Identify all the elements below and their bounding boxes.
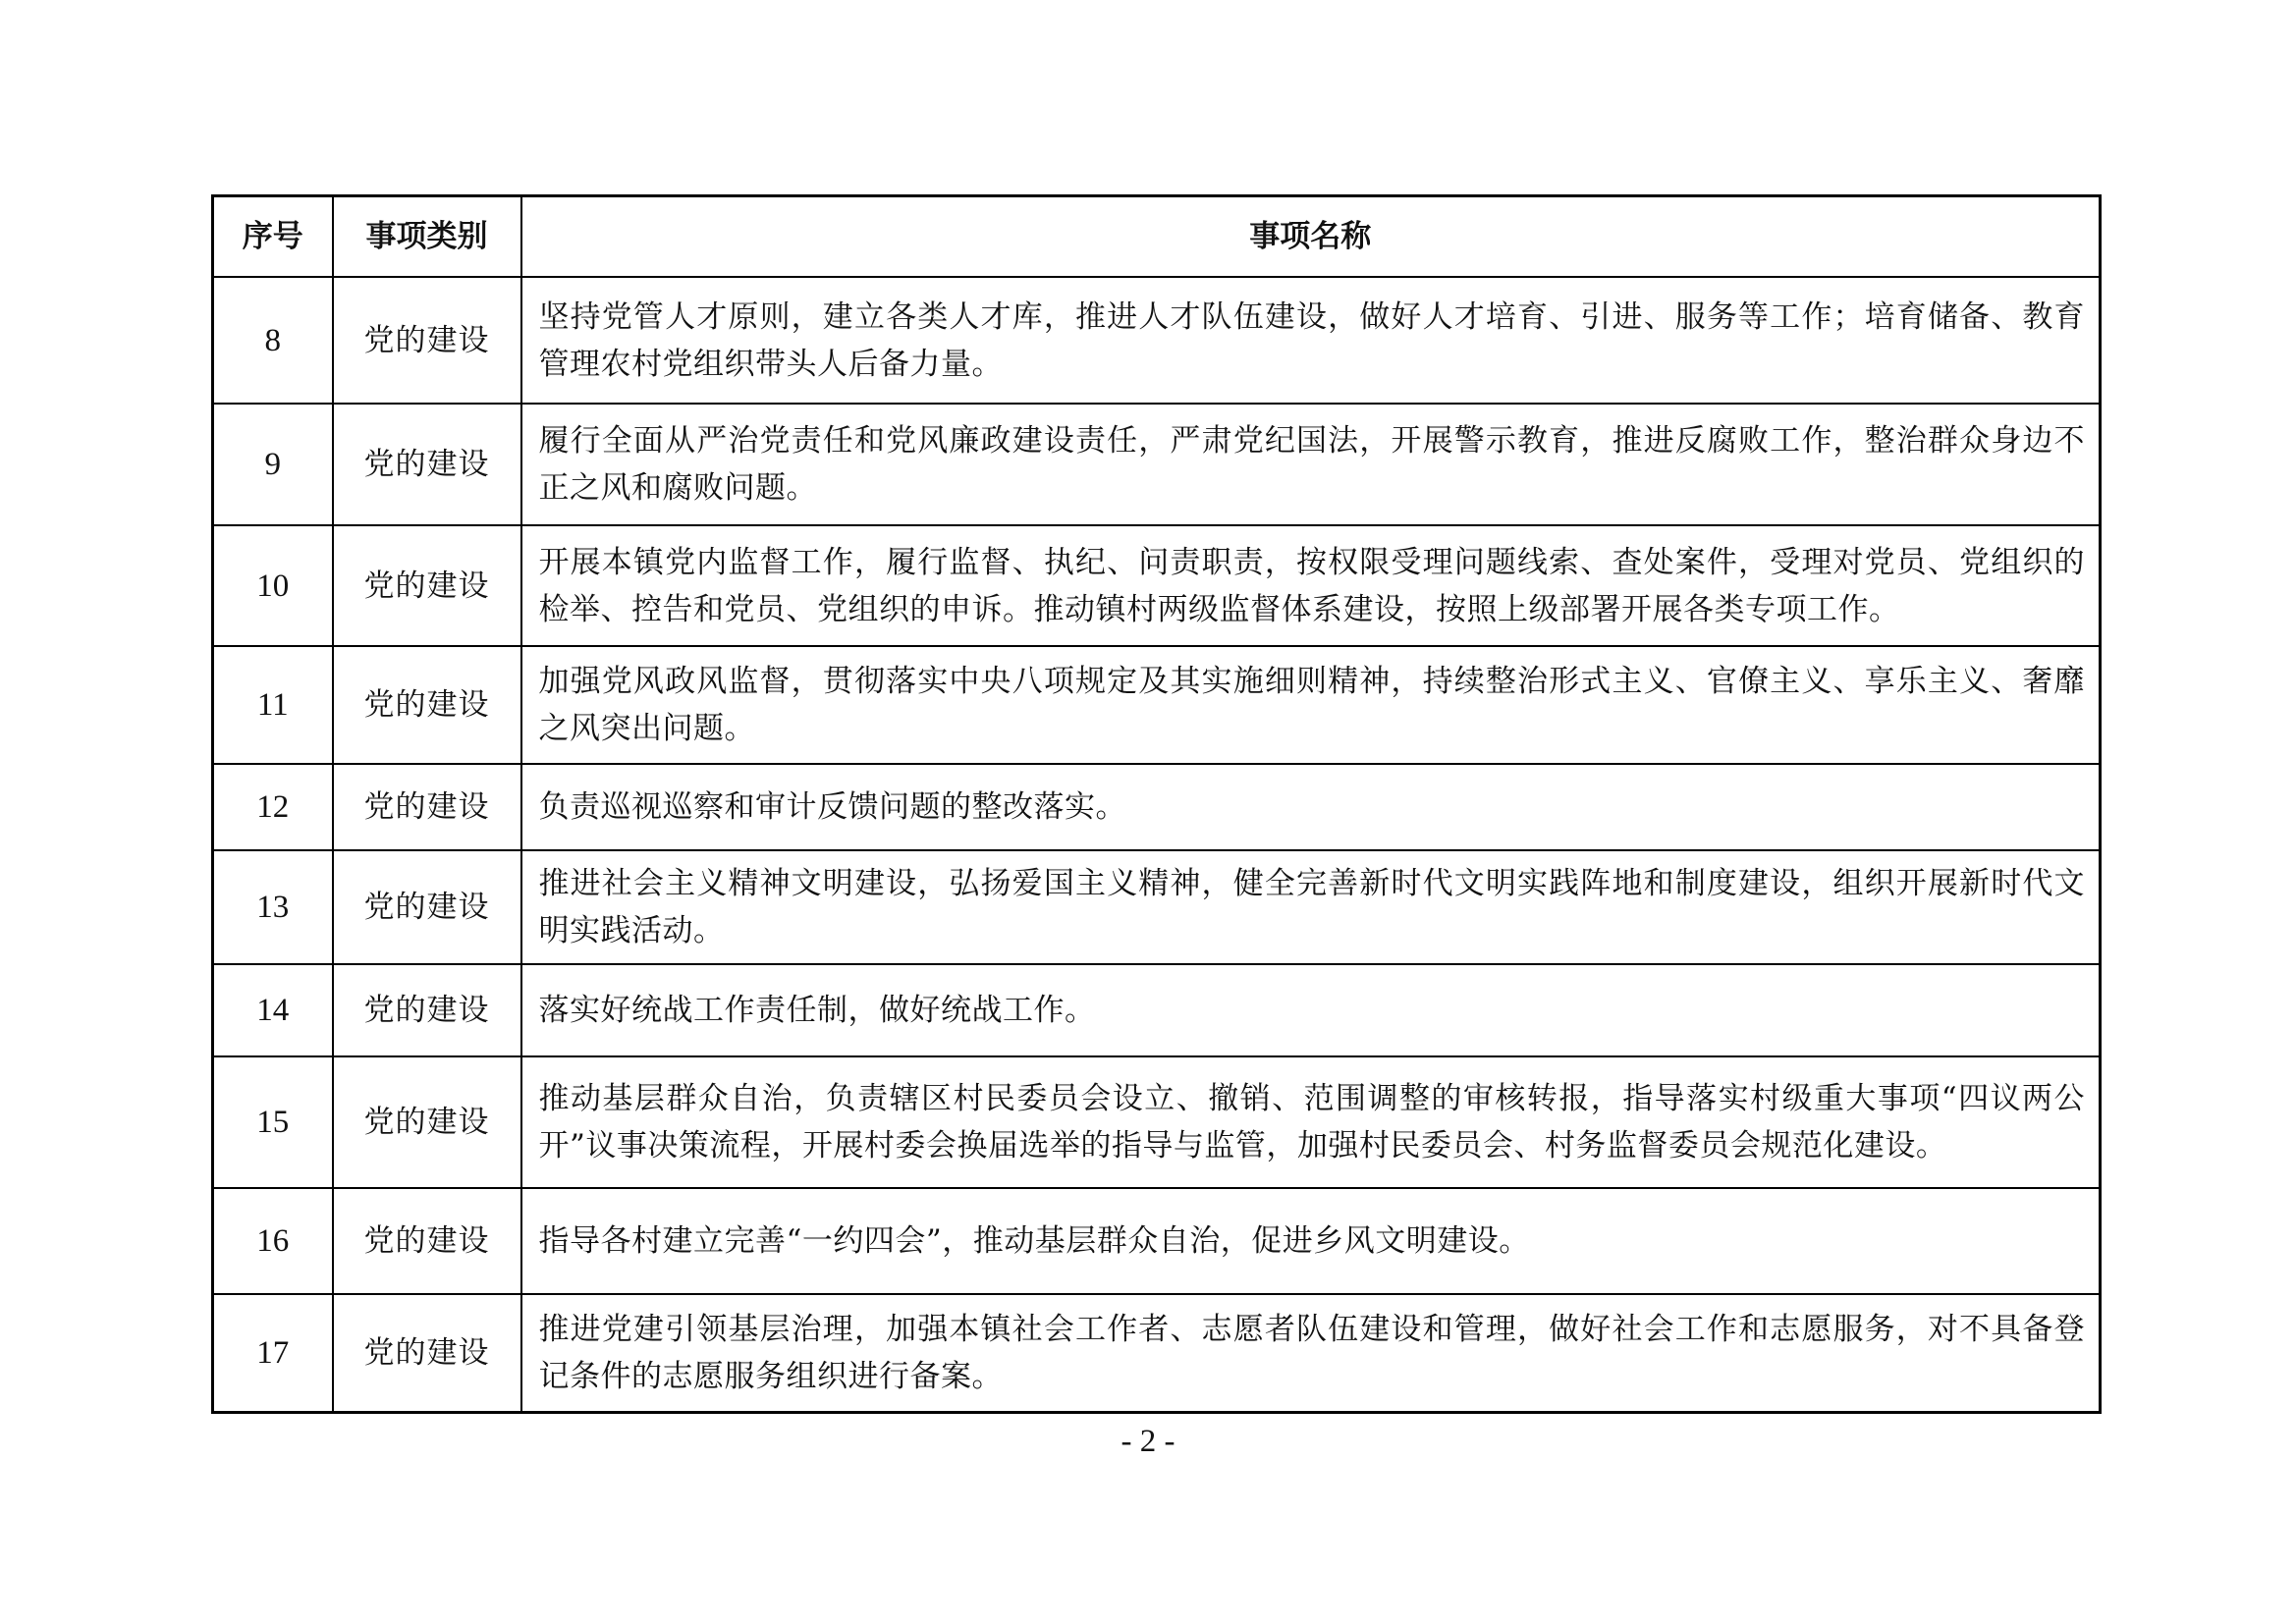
matter-name-cell: 加强党风政风监督，贯彻落实中央八项规定及其实施细则精神，持续整治形式主义、官僚主义、享乐主义、奢靡之风突出问题。 xyxy=(521,646,2101,764)
matter-name-cell: 推进党建引领基层治理，加强本镇社会工作者、志愿者队伍建设和管理，做好社会工作和志愿服务，对不具备登记条件的志愿服务组织进行备案。 xyxy=(521,1294,2101,1412)
category-cell: 党的建设 xyxy=(333,850,521,964)
serial-number-cell: 12 xyxy=(213,764,333,850)
table-row xyxy=(213,277,2101,404)
matter-name-cell: 指导各村建立完善“一约四会”，推动基层群众自治，促进乡风文明建设。 xyxy=(521,1188,2101,1294)
table-row xyxy=(213,850,2101,964)
category-cell: 党的建设 xyxy=(333,1188,521,1294)
serial-number-cell: 11 xyxy=(213,646,333,764)
table-row xyxy=(213,1056,2101,1188)
table-header xyxy=(213,196,2101,278)
header-row xyxy=(213,196,2101,278)
category-cell: 党的建设 xyxy=(333,764,521,850)
category-cell: 党的建设 xyxy=(333,1056,521,1188)
matter-name-cell: 开展本镇党内监督工作，履行监督、执纪、问责职责，按权限受理问题线索、查处案件，受理对党员、党组织的检举、控告和党员、党组织的申诉。推动镇村两级监督体系建设，按照上级部署开展各类专项工作。 xyxy=(521,525,2101,646)
serial-number-cell: 17 xyxy=(213,1294,333,1412)
table-row xyxy=(213,764,2101,850)
category-cell: 党的建设 xyxy=(333,964,521,1056)
table-row xyxy=(213,525,2101,646)
category-cell: 党的建设 xyxy=(333,646,521,764)
serial-number-cell: 9 xyxy=(213,404,333,525)
matter-name-cell: 推动基层群众自治，负责辖区村民委员会设立、撤销、范围调整的审核转报，指导落实村级重大事项“四议两公开”议事决策流程，开展村委会换届选举的指导与监管，加强村民委员会、村务监督委员会规范化建设。 xyxy=(521,1056,2101,1188)
serial-number-cell: 16 xyxy=(213,1188,333,1294)
matters-table-container xyxy=(211,194,2099,1414)
matter-name-cell: 推进社会主义精神文明建设，弘扬爱国主义精神，健全完善新时代文明实践阵地和制度建设，组织开展新时代文明实践活动。 xyxy=(521,850,2101,964)
table-row xyxy=(213,646,2101,764)
table-body xyxy=(213,277,2101,1412)
serial-number-cell: 15 xyxy=(213,1056,333,1188)
page-number: - 2 - xyxy=(1121,1424,1175,1459)
matters-table xyxy=(211,194,2102,1414)
table-row xyxy=(213,1294,2101,1412)
table-row xyxy=(213,404,2101,525)
serial-number-cell: 14 xyxy=(213,964,333,1056)
table-row xyxy=(213,1188,2101,1294)
serial-number-cell: 8 xyxy=(213,277,333,404)
matter-name-cell: 负责巡视巡察和审计反馈问题的整改落实。 xyxy=(521,764,2101,850)
matter-name-cell: 坚持党管人才原则，建立各类人才库，推进人才队伍建设，做好人才培育、引进、服务等工作；培育储备、教育管理农村党组织带头人后备力量。 xyxy=(521,277,2101,404)
serial-number-cell: 10 xyxy=(213,525,333,646)
category-cell: 党的建设 xyxy=(333,1294,521,1412)
matter-name-cell: 履行全面从严治党责任和党风廉政建设责任，严肃党纪国法，开展警示教育，推进反腐败工作，整治群众身边不正之风和腐败问题。 xyxy=(521,404,2101,525)
serial-number-cell: 13 xyxy=(213,850,333,964)
table-row xyxy=(213,964,2101,1056)
category-cell: 党的建设 xyxy=(333,525,521,646)
category-cell: 党的建设 xyxy=(333,404,521,525)
header-serial-number: 序号 xyxy=(213,196,333,278)
header-matter-category: 事项类别 xyxy=(333,196,521,278)
header-matter-name: 事项名称 xyxy=(521,196,2101,278)
category-cell: 党的建设 xyxy=(333,277,521,404)
matter-name-cell: 落实好统战工作责任制，做好统战工作。 xyxy=(521,964,2101,1056)
